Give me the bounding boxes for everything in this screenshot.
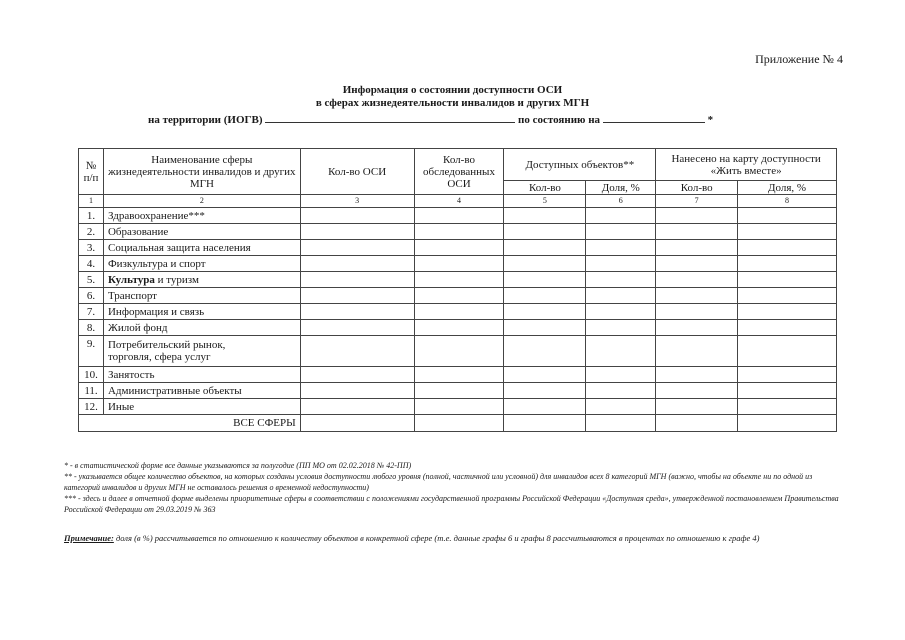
cell-map-count[interactable] xyxy=(656,288,738,304)
row-num: 1. xyxy=(79,208,104,224)
table-row xyxy=(79,272,837,288)
row-num: 11. xyxy=(79,383,104,399)
header-accessible: Доступных объектов** xyxy=(504,149,656,181)
cell-surveyed[interactable] xyxy=(414,304,504,320)
cell-osi-count[interactable] xyxy=(300,399,414,415)
row-num: 5. xyxy=(79,272,104,288)
cell-accessible-share[interactable] xyxy=(586,367,656,383)
cell-osi-count[interactable] xyxy=(300,224,414,240)
cell-osi-count[interactable] xyxy=(300,336,414,367)
cell-accessible-share[interactable] xyxy=(586,415,656,432)
footnote-1: * - в статистической форме все данные указываются за полугодие (ПП МО от 02.02.2018 № 42-ПП) xyxy=(64,461,412,470)
row-sphere-name xyxy=(103,272,300,288)
cell-map-count[interactable] xyxy=(656,336,738,367)
table-row xyxy=(79,208,837,224)
total-label: ВСЕ СФЕРЫ xyxy=(79,415,301,432)
territory-label: на территории (ИОГВ) xyxy=(148,114,263,126)
row-sphere-name-line1: Потребительский рынок, xyxy=(107,339,226,351)
row-sphere-name: Иные xyxy=(103,399,300,415)
cell-surveyed[interactable] xyxy=(414,208,504,224)
cell-surveyed[interactable] xyxy=(414,224,504,240)
territory-line xyxy=(148,113,713,126)
cell-accessible-count[interactable] xyxy=(504,208,586,224)
cell-accessible-count[interactable] xyxy=(504,383,586,399)
row-sphere-name: Транспорт xyxy=(103,288,300,304)
table-row xyxy=(79,240,837,256)
territory-blank[interactable] xyxy=(265,113,515,123)
cell-surveyed[interactable] xyxy=(414,367,504,383)
col-number: 5 xyxy=(504,195,586,208)
cell-accessible-share[interactable] xyxy=(586,383,656,399)
cell-map-count[interactable] xyxy=(656,399,738,415)
cell-surveyed[interactable] xyxy=(414,256,504,272)
cell-accessible-share[interactable] xyxy=(586,272,656,288)
cell-map-count[interactable] xyxy=(656,208,738,224)
cell-map-count[interactable] xyxy=(656,224,738,240)
cell-accessible-count[interactable] xyxy=(504,415,586,432)
row-num: 3. xyxy=(79,240,104,256)
accessibility-table xyxy=(78,148,837,432)
row-num: 2. xyxy=(79,224,104,240)
footnote-3: *** - здесь и далее в отчетной форме выделены приоритетные сферы в соответствии с положениями государственной программы Российской Федерации «Доступная среда», утвержденной постановлением Правительства Российской Федерации от 29.03.2019 № 363 xyxy=(64,494,839,514)
cell-osi-count[interactable] xyxy=(300,288,414,304)
header-osi-count: Кол-во ОСИ xyxy=(300,149,414,195)
col-number: 2 xyxy=(103,195,300,208)
cell-map-share[interactable] xyxy=(738,367,837,383)
row-sphere-name-rest: и туризм xyxy=(154,273,199,286)
col-number: 1 xyxy=(79,195,104,208)
table-row xyxy=(79,383,837,399)
cell-surveyed[interactable] xyxy=(414,336,504,367)
remark-label: Примечание: xyxy=(64,533,114,543)
header-map-share: Доля, % xyxy=(738,181,837,195)
cell-map-count[interactable] xyxy=(656,383,738,399)
cell-surveyed[interactable] xyxy=(414,240,504,256)
cell-osi-count[interactable] xyxy=(300,367,414,383)
cell-accessible-count[interactable] xyxy=(504,240,586,256)
cell-osi-count[interactable] xyxy=(300,415,414,432)
cell-map-share[interactable] xyxy=(738,383,837,399)
col-number: 8 xyxy=(738,195,837,208)
header-surveyed: Кол-во обследованных ОСИ xyxy=(414,149,504,195)
cell-osi-count[interactable] xyxy=(300,320,414,336)
cell-accessible-count[interactable] xyxy=(504,288,586,304)
cell-accessible-share[interactable] xyxy=(586,224,656,240)
cell-osi-count[interactable] xyxy=(300,240,414,256)
cell-map-count[interactable] xyxy=(656,272,738,288)
col-number: 7 xyxy=(656,195,738,208)
cell-accessible-count[interactable] xyxy=(504,336,586,367)
row-sphere-name: Информация и связь xyxy=(103,304,300,320)
total-row xyxy=(79,415,837,432)
cell-accessible-count[interactable] xyxy=(504,224,586,240)
cell-surveyed[interactable] xyxy=(414,415,504,432)
row-num: 10. xyxy=(79,367,104,383)
header-accessible-share: Доля, % xyxy=(586,181,656,195)
cell-surveyed[interactable] xyxy=(414,320,504,336)
cell-accessible-share[interactable] xyxy=(586,399,656,415)
col-number: 3 xyxy=(300,195,414,208)
title-line-1: Информация о состоянии доступности ОСИ xyxy=(342,84,563,96)
cell-map-count[interactable] xyxy=(656,415,738,432)
column-number-row xyxy=(79,195,837,208)
table-row xyxy=(79,320,837,336)
cell-map-share[interactable] xyxy=(738,336,837,367)
cell-map-share[interactable] xyxy=(738,399,837,415)
table-row xyxy=(79,304,837,320)
col-number: 6 xyxy=(586,195,656,208)
row-num: 12. xyxy=(79,399,104,415)
row-sphere-name: Образование xyxy=(103,224,300,240)
table-row xyxy=(79,288,837,304)
cell-map-count[interactable] xyxy=(656,240,738,256)
cell-surveyed[interactable] xyxy=(414,399,504,415)
cell-accessible-count[interactable] xyxy=(504,399,586,415)
document-title xyxy=(0,84,905,110)
cell-map-share[interactable] xyxy=(738,288,837,304)
col-number: 4 xyxy=(414,195,504,208)
row-sphere-name: Административные объекты xyxy=(103,383,300,399)
row-sphere-name: Социальная защита населения xyxy=(103,240,300,256)
cell-accessible-count[interactable] xyxy=(504,256,586,272)
header-map: Нанесено на карту доступности «Жить вместе» xyxy=(656,149,837,181)
cell-accessible-share[interactable] xyxy=(586,304,656,320)
row-sphere-name-bold: Культура xyxy=(107,273,155,286)
asterisk-mark: * xyxy=(707,114,714,126)
cell-surveyed[interactable] xyxy=(414,383,504,399)
cell-accessible-share[interactable] xyxy=(586,336,656,367)
row-sphere-name: Жилой фонд xyxy=(103,320,300,336)
remark-text: доля (в %) рассчитывается по отношению к количеству объектов в конкретной сфере (т.е. данные графы 6 и графы 8 рассчитываются в процентах по отношению к графе 4) xyxy=(113,533,760,543)
cell-map-share[interactable] xyxy=(738,304,837,320)
cell-accessible-share[interactable] xyxy=(586,240,656,256)
cell-map-share[interactable] xyxy=(738,415,837,432)
table-row xyxy=(79,336,837,367)
cell-accessible-count[interactable] xyxy=(504,304,586,320)
cell-accessible-count[interactable] xyxy=(504,320,586,336)
remark xyxy=(64,532,850,544)
table-row xyxy=(79,367,837,383)
cell-accessible-count[interactable] xyxy=(504,367,586,383)
cell-accessible-share[interactable] xyxy=(586,256,656,272)
cell-osi-count[interactable] xyxy=(300,256,414,272)
date-blank[interactable] xyxy=(603,113,705,123)
cell-accessible-share[interactable] xyxy=(586,320,656,336)
row-num: 7. xyxy=(79,304,104,320)
cell-osi-count[interactable] xyxy=(300,272,414,288)
row-sphere-name: Физкультура и спорт xyxy=(103,256,300,272)
header-map-count: Кол-во xyxy=(656,181,738,195)
table-row xyxy=(79,224,837,240)
cell-map-share[interactable] xyxy=(738,272,837,288)
table-row xyxy=(79,256,837,272)
header-sphere-name: Наименование сферы жизнедеятельности инвалидов и других МГН xyxy=(103,149,300,195)
cell-accessible-share[interactable] xyxy=(586,208,656,224)
cell-map-share[interactable] xyxy=(738,208,837,224)
header-accessible-count: Кол-во xyxy=(504,181,586,195)
footnotes xyxy=(64,460,850,515)
row-sphere-name-line2: торговля, сфера услуг xyxy=(107,351,211,363)
cell-map-share[interactable] xyxy=(738,240,837,256)
row-num: 6. xyxy=(79,288,104,304)
cell-map-count[interactable] xyxy=(656,304,738,320)
appendix-label: Приложение № 4 xyxy=(755,52,843,66)
row-sphere-name xyxy=(103,336,300,367)
table-row xyxy=(79,399,837,415)
cell-map-count[interactable] xyxy=(656,320,738,336)
cell-map-count[interactable] xyxy=(656,367,738,383)
header-num: № п/п xyxy=(79,149,104,195)
cell-map-share[interactable] xyxy=(738,320,837,336)
cell-surveyed[interactable] xyxy=(414,288,504,304)
cell-osi-count[interactable] xyxy=(300,383,414,399)
footnote-2: ** - указывается общее количество объектов, на которых созданы условия доступности любого уровня (полной, частичной или условной) для инвалидов всех 8 категорий МГН (важно, чтобы на объекте ни по одной из категорий инвалидов и других МГН не оставалось решения о временной недоступности) xyxy=(64,472,813,492)
cell-accessible-share[interactable] xyxy=(586,288,656,304)
row-sphere-name: Занятость xyxy=(103,367,300,383)
cell-osi-count[interactable] xyxy=(300,304,414,320)
cell-map-share[interactable] xyxy=(738,256,837,272)
title-line-2: в сферах жизнедеятельности инвалидов и других МГН xyxy=(315,97,590,109)
row-num: 4. xyxy=(79,256,104,272)
cell-map-share[interactable] xyxy=(738,224,837,240)
cell-accessible-count[interactable] xyxy=(504,272,586,288)
cell-osi-count[interactable] xyxy=(300,208,414,224)
row-num: 9. xyxy=(79,336,104,367)
cell-map-count[interactable] xyxy=(656,256,738,272)
row-sphere-name: Здравоохранение*** xyxy=(103,208,300,224)
state-date-label: по состоянию на xyxy=(518,114,601,126)
cell-surveyed[interactable] xyxy=(414,272,504,288)
row-num: 8. xyxy=(79,320,104,336)
